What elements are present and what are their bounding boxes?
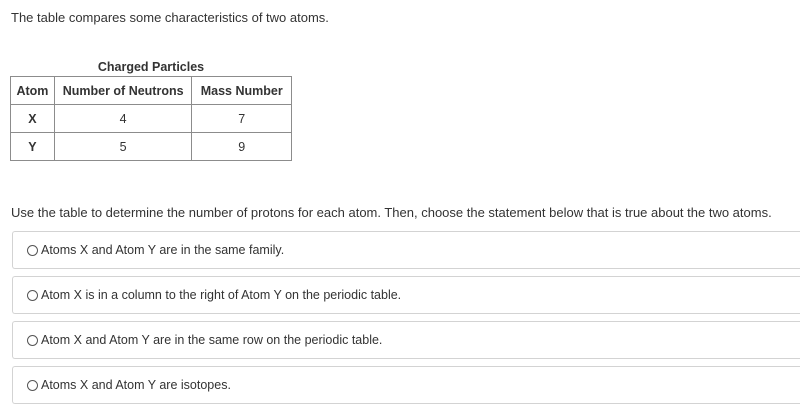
characteristics-table-container: [10, 58, 292, 161]
column-header-atom: Atom: [11, 77, 55, 105]
answer-option-1[interactable]: [12, 231, 800, 269]
answer-option-label: Atoms X and Atom Y are in the same family.: [41, 243, 285, 257]
column-header-neutrons: Number of Neutrons: [54, 77, 192, 105]
question-intro: The table compares some characteristics of two atoms.: [11, 10, 329, 25]
table-header-row: [11, 77, 292, 105]
table-cell-neutrons: 5: [54, 133, 192, 161]
radio-button-icon[interactable]: [27, 245, 38, 256]
answer-option-2[interactable]: [12, 276, 800, 314]
answer-option-label: Atom X and Atom Y are in the same row on the periodic table.: [41, 333, 383, 347]
characteristics-table: [10, 76, 292, 161]
answer-option-label: Atom X is in a column to the right of Atom Y on the periodic table.: [41, 288, 402, 302]
table-row: [11, 133, 292, 161]
table-cell-atom: Y: [11, 133, 55, 161]
table-cell-neutrons: 4: [54, 105, 192, 133]
table-row: [11, 105, 292, 133]
radio-button-icon[interactable]: [27, 290, 38, 301]
table-caption: Charged Particles: [97, 60, 205, 74]
column-header-mass-number: Mass Number: [192, 77, 292, 105]
radio-button-icon[interactable]: [27, 335, 38, 346]
table-cell-mass-number: 9: [192, 133, 292, 161]
table-cell-mass-number: 7: [192, 105, 292, 133]
answer-option-4[interactable]: [12, 366, 800, 404]
answer-option-3[interactable]: [12, 321, 800, 359]
question-instruction: Use the table to determine the number of protons for each atom. Then, choose the statement below that is true about the two atoms.: [11, 205, 772, 220]
radio-button-icon[interactable]: [27, 380, 38, 391]
answer-option-label: Atoms X and Atom Y are isotopes.: [41, 378, 231, 392]
answer-options: [12, 231, 800, 411]
table-cell-atom: X: [11, 105, 55, 133]
